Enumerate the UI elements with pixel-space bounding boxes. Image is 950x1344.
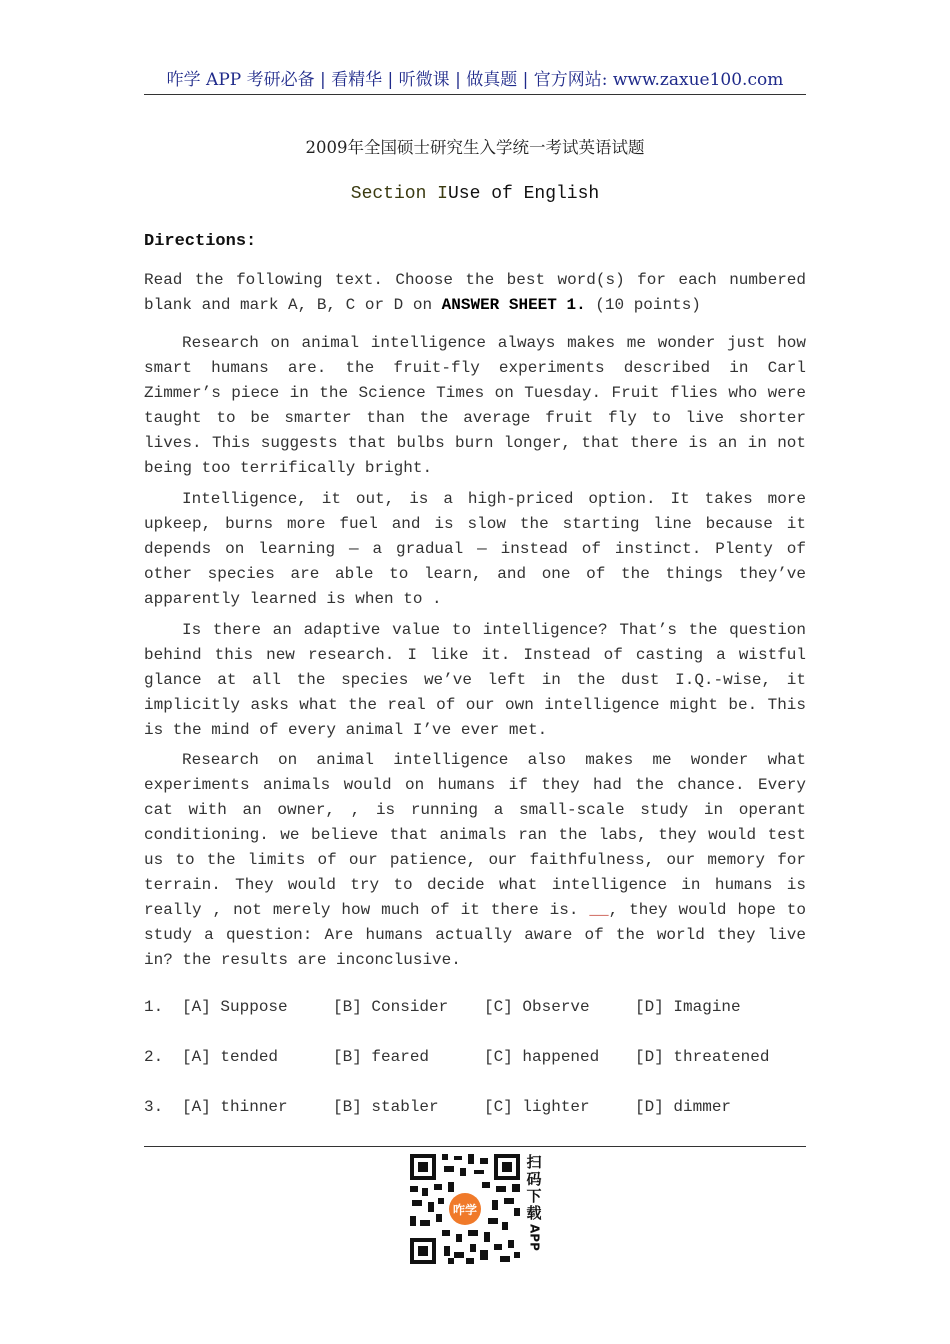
option-a[interactable]: [A] tended bbox=[182, 1048, 279, 1066]
option-b[interactable]: [B] stabler bbox=[333, 1098, 439, 1116]
scan-download-label bbox=[524, 1154, 544, 1251]
passage-paragraph-1: Research on animal intelligence always makes me wonder just how smart humans are. the fruit-fly experiments described in Carl Zimmer’s piece in the Science Times on Tuesday. Fruit flies who were taught to be smarter than the average fruit fly to live shorter lives. This suggests that bulbs burn longer, that there is an in not being too terrifically bright. bbox=[144, 334, 806, 477]
question-number: 3. bbox=[144, 1098, 164, 1116]
option-d[interactable]: [D] dimmer bbox=[635, 1098, 732, 1116]
qr-label-char: 载 bbox=[526, 1204, 542, 1222]
question-row bbox=[144, 1098, 806, 1122]
option-d[interactable]: [D] Imagine bbox=[635, 998, 741, 1016]
section-number: Section I bbox=[350, 184, 448, 204]
passage-paragraph-2: Intelligence, it out, is a high-priced option. It takes more upkeep, burns more fuel and is slow the starting line because it depends on learning — a gradual — instead of instinct. Plenty of other species are able to learn, and one of the things they’ve apparently learned is when to . bbox=[144, 490, 806, 608]
exam-title: 2009年全国硕士研究生入学统一考试英语试题 bbox=[305, 138, 645, 157]
qr-label-app: APP bbox=[527, 1224, 542, 1251]
option-b[interactable]: [B] Consider bbox=[333, 998, 449, 1016]
answer-sheet-label: ANSWER SHEET 1. bbox=[441, 296, 586, 314]
directions-text-end: (10 points) bbox=[585, 296, 701, 314]
question-row bbox=[144, 998, 806, 1022]
qr-label-char: 扫 bbox=[526, 1153, 542, 1171]
paragraph-4-text-end: , they would hope to study a question: Are humans actually aware of the world they live in? the results are inconclusive. bbox=[144, 901, 806, 969]
question-number: 1. bbox=[144, 998, 164, 1016]
paragraph-4-text-start: Research on animal intelligence also makes me wonder what experiments animals would on humans if they had the chance. Every cat with an owner, , is running a small-scale study in operant conditioning. we believe that animals ran the labs, they would test us to the limits of our patience, our faithfulness, our memory for terrain. They would try to decide what intelligence in humans is really , not merely how much of it there is. bbox=[144, 751, 806, 919]
qr-label-char: 码 bbox=[526, 1170, 542, 1188]
option-b[interactable]: [B] feared bbox=[333, 1048, 430, 1066]
question-row bbox=[144, 1048, 806, 1072]
qr-label-char: 下 bbox=[526, 1187, 542, 1205]
option-a[interactable]: [A] thinner bbox=[182, 1098, 288, 1116]
footer-divider bbox=[144, 1146, 806, 1147]
option-c[interactable]: [C] lighter bbox=[484, 1098, 590, 1116]
directions-label: Directions: bbox=[144, 232, 257, 251]
option-c[interactable]: [C] happened bbox=[484, 1048, 600, 1066]
qr-code-icon bbox=[408, 1152, 522, 1266]
passage-paragraph-4 bbox=[144, 748, 806, 973]
option-a[interactable]: [A] Suppose bbox=[182, 998, 288, 1016]
option-c[interactable]: [C] Observe bbox=[484, 998, 590, 1016]
directions-text-start: Read the following text. Choose the best word(s) for each numbered blank and mark A, B, C or D on bbox=[144, 271, 806, 314]
option-d[interactable]: [D] threatened bbox=[635, 1048, 770, 1066]
site-header-banner[interactable]: 咋学 APP 考研必备 | 看精华 | 听微课 | 做真题 | 官方网站: www.zaxue100.com bbox=[144, 62, 806, 95]
answer-blank: __ bbox=[589, 901, 609, 919]
directions-text bbox=[144, 268, 806, 318]
qr-logo-text: 咋学 bbox=[452, 1203, 478, 1217]
question-number: 2. bbox=[144, 1048, 164, 1066]
passage-paragraph-3: Is there an adaptive value to intelligence? That’s the question behind this new research. I like it. Instead of casting a wistful glance at all the species we’ve left in the dust I.Q.-wise, it implicitly asks what the real of our own intelligence might be. This is the mind of every animal I’ve ever met. bbox=[144, 621, 806, 739]
section-name: Use of English bbox=[447, 184, 600, 204]
section-heading bbox=[144, 184, 806, 204]
